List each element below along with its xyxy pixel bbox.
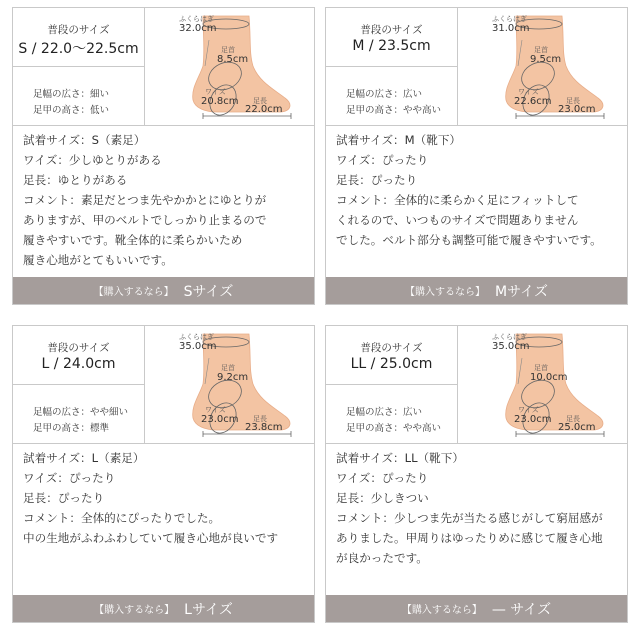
recommend-prefix: 【購入するなら】 — [94, 605, 175, 616]
usual-size-value: L / 24.0cm — [41, 356, 116, 372]
foot-illustration — [458, 8, 627, 125]
instep-height-text: 足甲の高さ：低い — [33, 105, 110, 116]
review-line: コメント：少しつま先が当たる感じがして窮屈感が — [336, 511, 603, 525]
review-line: 足長：ゆとりがある — [23, 173, 128, 187]
calf-label: ふくらはぎ — [492, 333, 527, 341]
review-line: コメント：全体的に柔らかく足にフィットして — [336, 193, 579, 207]
recommend-band — [326, 595, 627, 622]
ankle-value: 8.5cm — [217, 54, 249, 65]
review-line: 足長：ぴったり — [336, 173, 418, 187]
review-text — [23, 130, 311, 270]
recommend-size: Sサイズ — [183, 283, 234, 300]
foot-width-text: 足幅の広さ：やや細い — [33, 407, 129, 418]
wise-value: 23.0cm — [514, 414, 552, 425]
review-line: ワイズ：ぴったり — [23, 471, 116, 485]
length-value: 23.8cm — [245, 422, 283, 433]
calf-value: 35.0cm — [492, 341, 530, 352]
review-line: ワイズ：ぴったり — [336, 471, 429, 485]
usual-size-value: M / 23.5cm — [352, 38, 431, 54]
info-divider — [13, 66, 144, 67]
review-line: 試着サイズ：L（素足） — [23, 451, 145, 465]
usual-size-value: S / 22.0〜22.5cm — [18, 41, 139, 57]
card-header — [326, 326, 627, 444]
foot-width-text: 足幅の広さ：細い — [33, 89, 110, 100]
ankle-label: 足首 — [221, 46, 235, 54]
wise-value: 23.0cm — [201, 414, 239, 425]
length-label: 足長 — [253, 415, 267, 423]
review-line: ありますが、甲のベルトでしっかり止まるので — [23, 213, 267, 227]
foot-illustration — [458, 326, 627, 443]
review-text — [23, 448, 311, 548]
recommend-size: Lサイズ — [184, 601, 233, 618]
info-divider — [326, 66, 457, 67]
size-card — [325, 7, 628, 305]
foot-measurement-diagram — [145, 8, 314, 125]
length-value: 25.0cm — [558, 422, 596, 433]
calf-value: 35.0cm — [179, 341, 217, 352]
calf-value: 31.0cm — [492, 23, 530, 34]
calf-label: ふくらはぎ — [179, 15, 214, 23]
ankle-label: 足首 — [534, 46, 548, 54]
foot-illustration — [145, 326, 314, 443]
review-line: ワイズ：少しゆとりがある — [23, 153, 162, 167]
review-line: 試着サイズ：LL（靴下） — [336, 451, 464, 465]
usual-size-panel — [13, 8, 144, 125]
usual-size-label: 普段のサイズ — [47, 342, 110, 354]
ankle-value: 9.5cm — [530, 54, 562, 65]
review-line: ワイズ：ぴったり — [336, 153, 429, 167]
recommend-size: — サイズ — [491, 601, 552, 618]
instep-height-text: 足甲の高さ：標準 — [33, 423, 110, 434]
review-line: 足長：ぴったり — [23, 491, 105, 505]
wise-value: 20.8cm — [201, 96, 239, 107]
size-card — [325, 325, 628, 623]
usual-size-value: LL / 25.0cm — [350, 356, 433, 372]
foot-illustration — [145, 8, 314, 125]
review-text — [336, 130, 624, 250]
ankle-value: 10.0cm — [530, 372, 568, 383]
recommend-band — [13, 277, 314, 304]
instep-height-text: 足甲の高さ：やや高い — [346, 423, 442, 434]
recommend-prefix: 【購入するなら】 — [93, 287, 174, 298]
ankle-value: 9.2cm — [217, 372, 249, 383]
review-line: でした。ベルト部分も調整可能で履きやすいです。 — [336, 233, 602, 247]
usual-size-label: 普段のサイズ — [360, 24, 423, 36]
ankle-label: 足首 — [221, 364, 235, 372]
review-line: くれるので、いつものサイズで問題ありません — [336, 213, 579, 227]
length-value: 22.0cm — [245, 104, 283, 115]
instep-height-text: 足甲の高さ：やや高い — [346, 105, 442, 116]
recommend-band — [13, 595, 314, 622]
wise-label: ワイズ — [518, 406, 539, 414]
info-divider — [326, 384, 457, 385]
recommend-prefix: 【購入するなら】 — [401, 605, 482, 616]
wise-label: ワイズ — [518, 88, 539, 96]
foot-measurement-diagram — [145, 326, 314, 443]
review-line: 足長：少しきつい — [336, 491, 429, 505]
wise-value: 22.6cm — [514, 96, 552, 107]
review-line: 履きやすいです。靴全体的に柔らかいため — [23, 233, 243, 247]
usual-size-label: 普段のサイズ — [360, 342, 423, 354]
review-line: 中の生地がふわふわしていて履き心地が良いです — [23, 531, 279, 545]
review-line: 試着サイズ：M（靴下） — [336, 133, 462, 147]
ankle-label: 足首 — [534, 364, 548, 372]
foot-measurement-diagram — [458, 326, 627, 443]
card-header — [13, 8, 314, 126]
foot-width-text: 足幅の広さ：広い — [346, 89, 423, 100]
calf-value: 32.0cm — [179, 23, 217, 34]
length-label: 足長 — [566, 415, 580, 423]
length-label: 足長 — [253, 97, 267, 105]
review-line: 履き心地がとてもいいです。 — [23, 253, 173, 267]
usual-size-panel — [13, 326, 144, 443]
info-divider — [13, 384, 144, 385]
calf-label: ふくらはぎ — [492, 15, 527, 23]
recommend-prefix: 【購入するなら】 — [405, 287, 486, 298]
calf-label: ふくらはぎ — [179, 333, 214, 341]
length-value: 23.0cm — [558, 104, 596, 115]
usual-size-panel — [326, 326, 457, 443]
length-label: 足長 — [566, 97, 580, 105]
size-card — [12, 7, 315, 305]
card-header — [13, 326, 314, 444]
review-line: 試着サイズ：S（素足） — [23, 133, 146, 147]
review-line: コメント：素足だとつま先やかかとにゆとりが — [23, 193, 267, 207]
card-header — [326, 8, 627, 126]
wise-label: ワイズ — [205, 406, 226, 414]
usual-size-panel — [326, 8, 457, 125]
recommend-size: Mサイズ — [495, 283, 548, 300]
foot-measurement-diagram — [458, 8, 627, 125]
review-line: コメント：全体的にぴったりでした。 — [23, 511, 221, 525]
wise-label: ワイズ — [205, 88, 226, 96]
usual-size-label: 普段のサイズ — [47, 24, 110, 36]
foot-width-text: 足幅の広さ：広い — [346, 407, 423, 418]
review-text — [336, 448, 624, 568]
review-line: ありました。甲周りはゆったりめに感じて履き心地 — [336, 531, 603, 545]
recommend-band — [326, 277, 627, 304]
size-card — [12, 325, 315, 623]
review-line: が良かったです。 — [336, 551, 428, 565]
